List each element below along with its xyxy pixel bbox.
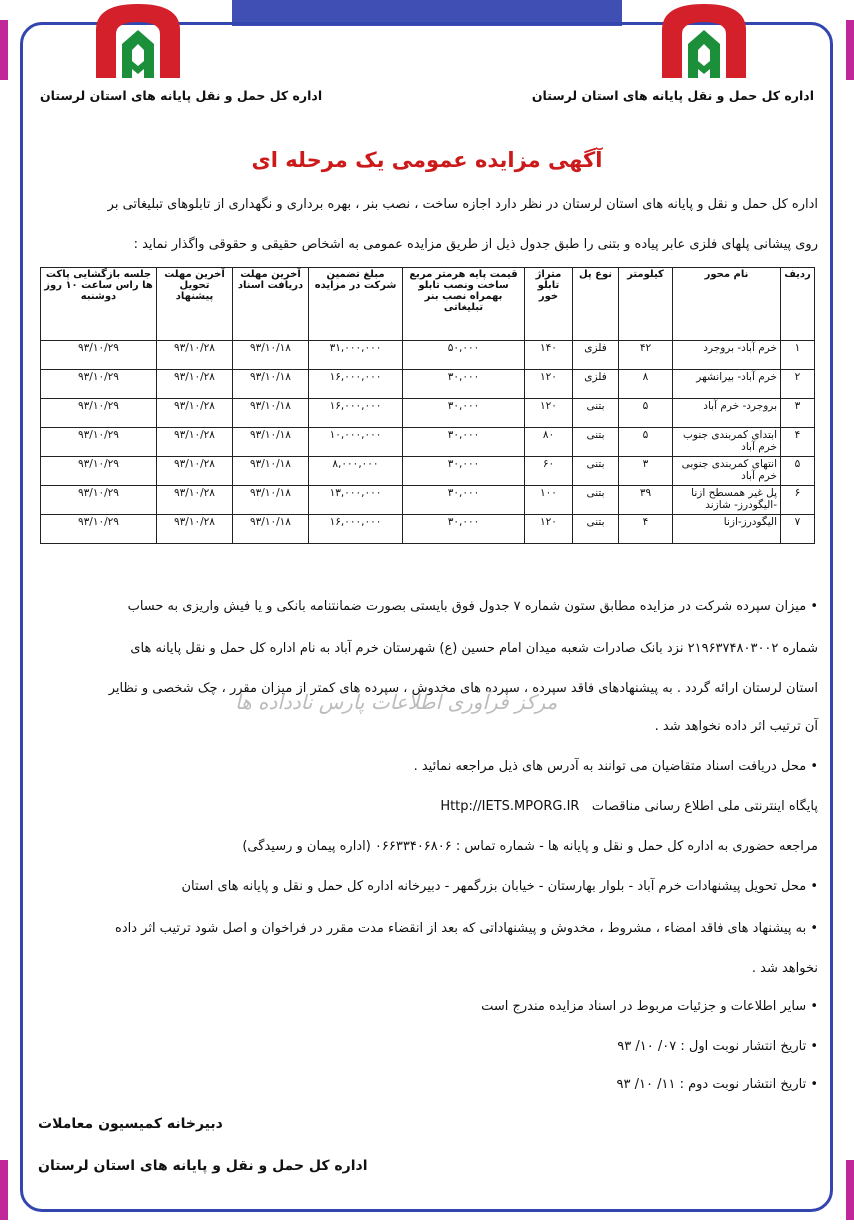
table-cell: ۱۲۰ [525, 399, 573, 428]
table-cell: ۸,۰۰۰,۰۰۰ [309, 457, 403, 486]
table-cell: بتنی [573, 457, 619, 486]
table-cell: ۹۳/۱۰/۲۸ [157, 399, 233, 428]
other-info-text: سایر اطلاعات و جزئیات مربوط در اسناد مزایده مندرج است [481, 999, 807, 1014]
column-header: آخرین مهلت دریافت اسناد [233, 268, 309, 341]
portal-link[interactable]: Http://IETS.MPORG.IR [440, 799, 580, 814]
table-cell: ۵ [619, 428, 673, 457]
corner-accent [846, 1160, 854, 1220]
table-cell: ۱۳,۰۰۰,۰۰۰ [309, 486, 403, 515]
table-cell: ۳۰,۰۰۰ [403, 515, 525, 544]
table-cell: ۳۹ [619, 486, 673, 515]
table-row [41, 486, 815, 515]
deposit-line-1: میزان سپرده شرکت در مزایده مطابق ستون شماره ۷ جدول فوق بایستی بصورت ضمانتنامه بانکی و یا فیش واریزی به حساب [127, 599, 807, 614]
deposit-line-3: استان لرستان ارائه گردد . به پیشنهادهای فاقد سپرده ، سپرده های مخدوش ، سپرده های کمتر از میزان مقرر ، چک شخصی و نظایر [108, 681, 818, 696]
page-title: آگهی مزایده عمومی یک مرحله ای [251, 148, 603, 172]
table-cell: ۹۳/۱۰/۲۸ [157, 457, 233, 486]
table-cell: ۲ [781, 370, 815, 399]
bullet-delivery: • محل تحویل پیشنهادات خرم آباد - بلوار بهارستان - خیابان بزرگمهر - دبیرخانه اداره کل حمل و نقل و پایانه های استان [181, 879, 818, 894]
table-cell: خرم آباد- بروجرد [673, 341, 781, 370]
table-cell: بتنی [573, 428, 619, 457]
table-cell: ۹۳/۱۰/۲۹ [41, 457, 157, 486]
table-cell: ۴ [619, 515, 673, 544]
table-cell: بروجرد- خرم آباد [673, 399, 781, 428]
table-cell: ۹۳/۱۰/۲۹ [41, 428, 157, 457]
table-cell: ۹۳/۱۰/۱۸ [233, 457, 309, 486]
column-header: کیلومتر [619, 268, 673, 341]
table-cell: ۹۳/۱۰/۲۹ [41, 341, 157, 370]
table-cell: ۸۰ [525, 428, 573, 457]
table-cell: ۱۲۰ [525, 370, 573, 399]
table-cell: ۶۰ [525, 457, 573, 486]
table-cell: ۳۰,۰۰۰ [403, 370, 525, 399]
table-cell: ۸ [619, 370, 673, 399]
table-cell: ۱۰۰ [525, 486, 573, 515]
column-header: نوع پل [573, 268, 619, 341]
table-cell: ۹۳/۱۰/۱۸ [233, 486, 309, 515]
column-header: متراژ تابلو خور [525, 268, 573, 341]
bullet-first-publish: • تاریخ انتشار نوبت اول : ۰۷/ ۱۰/ ۹۳ [617, 1039, 818, 1054]
column-header: قیمت پایه هرمتر مربع ساخت ونصب تابلو بهمراه نصب بنر تبلیغاتی [403, 268, 525, 341]
table-cell: ۳۰,۰۰۰ [403, 457, 525, 486]
table-cell: ۹۳/۱۰/۲۹ [41, 486, 157, 515]
table-cell: ۱۰,۰۰۰,۰۰۰ [309, 428, 403, 457]
bullet-other-info: • سایر اطلاعات و جزئیات مربوط در اسناد مزایده مندرج است [481, 999, 818, 1014]
table-cell: ۷ [781, 515, 815, 544]
column-header: نام محور [673, 268, 781, 341]
bullet-invalid: • به پیشنهاد های فاقد امضاء ، مشروط ، مخدوش و پیشنهاداتی که بعد از انقضاء مدت مقرر در فراخوان و اصل شود ترتیب اثر داده [115, 921, 818, 936]
deposit-line-4: آن ترتیب اثر داده نخواهد شد . [654, 719, 818, 734]
table-cell: ۱۴۰ [525, 341, 573, 370]
corner-accent [846, 20, 854, 80]
bullet-documents: • محل دریافت اسناد متقاضیان می توانند به آدرس های ذیل مراجعه نمائید . [413, 759, 818, 774]
table-cell: فلزی [573, 370, 619, 399]
table-cell: ۹۳/۱۰/۱۸ [233, 370, 309, 399]
table-cell: بتنی [573, 399, 619, 428]
signature-line-2: اداره کل حمل و نقل و پایانه های استان لرستان [38, 1158, 368, 1174]
table-cell: ۹۳/۱۰/۱۸ [233, 399, 309, 428]
watermark-text: مرکز فرآوری اطلاعات پارس نادداده ها [235, 690, 558, 714]
signature-line-1: دبیرخانه کمیسیون معاملات [38, 1116, 223, 1132]
first-publish-date: تاریخ انتشار نوبت اول : ۰۷/ ۱۰/ ۹۳ [617, 1039, 807, 1054]
table-cell: ۱۶,۰۰۰,۰۰۰ [309, 370, 403, 399]
deposit-line-2: شماره ۲۱۹۶۳۷۴۸۰۳۰۰۲ نزد بانک صادرات شعبه میدان امام حسین (ع) شهرستان خرم آباد به نام اداره کل حمل و نقل پایانه های [130, 641, 818, 656]
table-cell: ۱۲۰ [525, 515, 573, 544]
corner-accent [0, 20, 8, 80]
table-cell: الیگودرز-ازنا [673, 515, 781, 544]
invalid-line-1: به پیشنهاد های فاقد امضاء ، مشروط ، مخدوش و پیشنهاداتی که بعد از انقضاء مدت مقرر در فراخوان و اصل شود ترتیب اثر داده [115, 921, 807, 936]
table-cell: ۹۳/۱۰/۲۸ [157, 486, 233, 515]
table-cell: ۹۳/۱۰/۲۸ [157, 341, 233, 370]
org-name-right: اداره کل حمل و نقل پایانه های استان لرستان [531, 88, 814, 103]
table-cell: ۱۶,۰۰۰,۰۰۰ [309, 515, 403, 544]
visit-line: مراجعه حضوری به اداره کل حمل و نقل و پایانه ها - شماره تماس : ۰۶۶۳۳۴۰۶۸۰۶ (اداره پیمان و رسیدگی) [242, 839, 818, 854]
invalid-line-2: نخواهد شد . [751, 961, 818, 976]
table-cell: ۵ [781, 457, 815, 486]
table-cell: ۹۳/۱۰/۲۹ [41, 370, 157, 399]
intro-line-1: اداره کل حمل و نقل و پایانه های استان لرستان در نظر دارد اجازه ساخت ، نصب بنر ، بهره برداری و نگهداری از تابلوهای تبلیغاتی بر [107, 197, 818, 212]
table-cell: ۱۶,۰۰۰,۰۰۰ [309, 399, 403, 428]
rmto-logo-icon [658, 0, 750, 82]
table-cell: ۴۲ [619, 341, 673, 370]
corner-accent [0, 1160, 8, 1220]
column-header: آخرین مهلت تحویل پیشنهاد [157, 268, 233, 341]
portal-line [28, 798, 818, 815]
table-cell: ۳ [619, 457, 673, 486]
table-cell: خرم آباد- بیرانشهر [673, 370, 781, 399]
table-cell: ۹۳/۱۰/۲۸ [157, 428, 233, 457]
table-cell: ۶ [781, 486, 815, 515]
table-cell: پل غیر همسطح ازنا -الیگودرز- شازند [673, 486, 781, 515]
column-header: مبلغ تضمین شرکت در مزایده [309, 268, 403, 341]
table-cell: ۹۳/۱۰/۲۸ [157, 370, 233, 399]
bullet-deposit: • میزان سپرده شرکت در مزایده مطابق ستون شماره ۷ جدول فوق بایستی بصورت ضمانتنامه بانکی و یا فیش واریزی به حساب [127, 599, 818, 614]
bullet-second-publish: • تاریخ انتشار نوبت دوم : ۱۱/ ۱۰/ ۹۳ [616, 1077, 818, 1092]
table-cell: ۹۳/۱۰/۲۹ [41, 399, 157, 428]
intro-line-2: روی پیشانی پلهای فلزی عابر پیاده و بتنی را طبق جدول ذیل از طریق مزایده عمومی به اشخاص حقیقی و حقوقی واگذار نماید : [133, 237, 818, 252]
delivery-text: محل تحویل پیشنهادات خرم آباد - بلوار بهارستان - خیابان بزرگمهر - دبیرخانه اداره کل حمل و نقل و پایانه های استان [181, 879, 807, 894]
table-cell: ۳۰,۰۰۰ [403, 428, 525, 457]
column-header: جلسه بازگشایی پاکت ها راس ساعت ۱۰ روز دوشنبه [41, 268, 157, 341]
table-cell: ۹۳/۱۰/۲۸ [157, 515, 233, 544]
table-cell: بتنی [573, 515, 619, 544]
table-cell: ۵۰,۰۰۰ [403, 341, 525, 370]
table-cell: بتنی [573, 486, 619, 515]
table-cell: ۵ [619, 399, 673, 428]
portal-label: پایگاه اینترنتی ملی اطلاع رسانی مناقصات [591, 799, 818, 814]
table-row [41, 428, 815, 457]
table-cell: ۹۳/۱۰/۲۹ [41, 515, 157, 544]
table-cell: انتهای کمربندی جنوبی خرم آباد [673, 457, 781, 486]
table-cell: ۱ [781, 341, 815, 370]
table-cell: ۳۰,۰۰۰ [403, 399, 525, 428]
table-cell: ۹۳/۱۰/۱۸ [233, 341, 309, 370]
table-row [41, 457, 815, 486]
documents-text: محل دریافت اسناد متقاضیان می توانند به آدرس های ذیل مراجعه نمائید . [413, 759, 807, 774]
table-cell: ۹۳/۱۰/۱۸ [233, 515, 309, 544]
table-row [41, 399, 815, 428]
org-name-left: اداره کل حمل و نقل پایانه های استان لرستان [40, 88, 323, 103]
table-row [41, 370, 815, 399]
table-cell: فلزی [573, 341, 619, 370]
second-publish-date: تاریخ انتشار نوبت دوم : ۱۱/ ۱۰/ ۹۳ [616, 1077, 807, 1092]
table-cell: ۳ [781, 399, 815, 428]
table-cell: ۹۳/۱۰/۱۸ [233, 428, 309, 457]
table-cell: ۳۰,۰۰۰ [403, 486, 525, 515]
table-cell: ابتدای کمربندی جنوب خرم آباد [673, 428, 781, 457]
table-row [41, 341, 815, 370]
rmto-logo-icon [92, 0, 184, 82]
table-row [41, 515, 815, 544]
table-cell: ۳۱,۰۰۰,۰۰۰ [309, 341, 403, 370]
table-header-row [41, 268, 815, 341]
auction-table [40, 267, 815, 544]
table-cell: ۴ [781, 428, 815, 457]
column-header: ردیف [781, 268, 815, 341]
